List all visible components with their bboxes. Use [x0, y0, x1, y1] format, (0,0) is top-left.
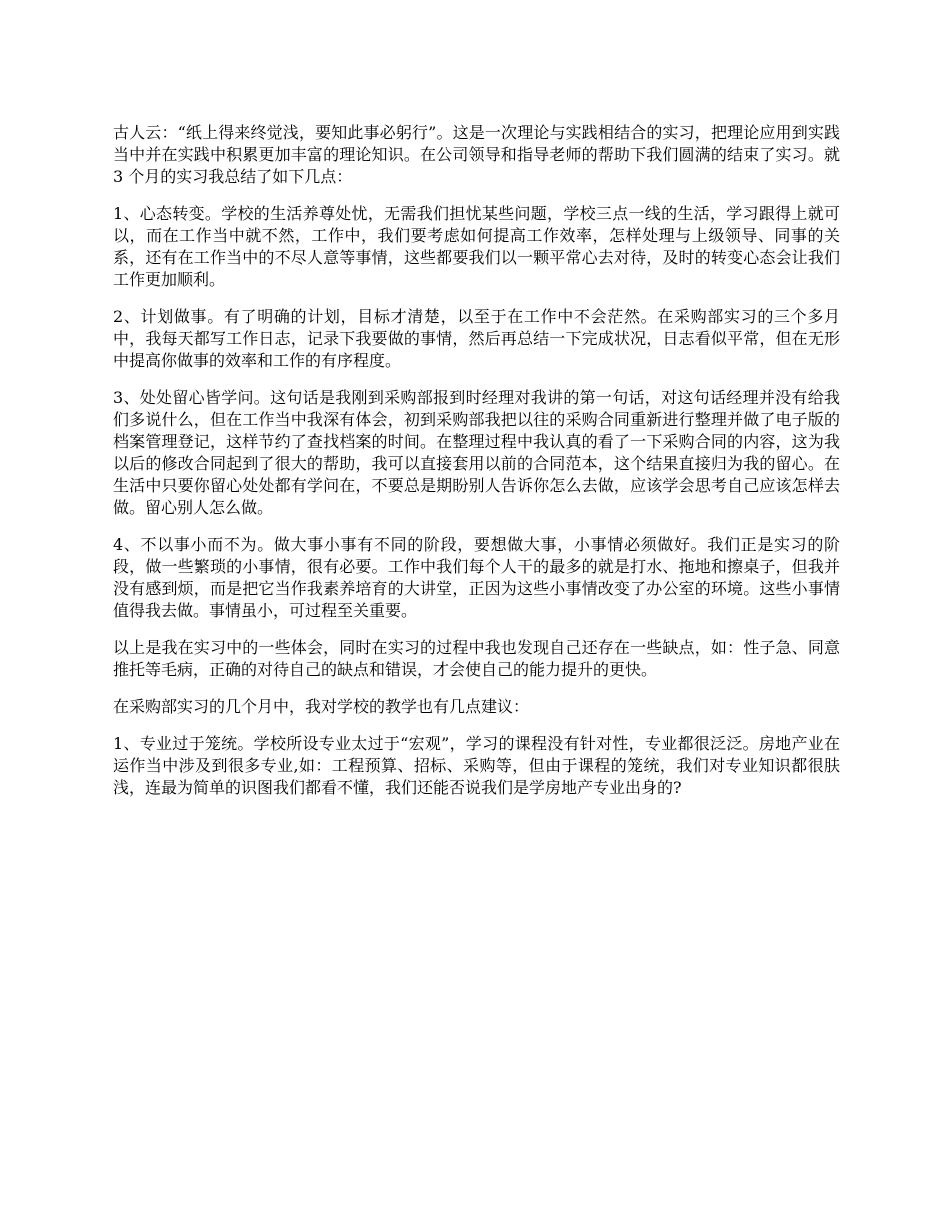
point-mindset-paragraph: 1、心态转变。学校的生活养尊处忧，无需我们担忧某些问题，学校三点一线的生活，学习跟得上就可以，而在工作当中就不然，工作中，我们要考虑如何提高工作效率，怎样处理与上级领导、同事的关系，还有在工作当中的不尽人意等事情，这些都要我们以一颗平常心去对待，及时的转变心态会让我们工作更加顺利。 [113, 204, 840, 289]
reflection-paragraph: 以上是我在实习中的一些体会，同时在实习的过程中我也发现自己还存在一些缺点，如：性子急、同意推托等毛病，正确的对待自己的缺点和错误，才会使自己的能力提升的更快。 [113, 638, 840, 679]
point-attentiveness-paragraph: 3、处处留心皆学问。这句话是我刚到采购部报到时经理对我讲的第一句话，对这句话经理并没有给我们多说什么，但在工作当中我深有体会，初到采购部我把以往的采购合同重新进行整理并做了电子版的档案管理登记，这样节约了查找档案的时间。在整理过程中我认真的看了一下采购合同的内容，这为我以后的修改合同起到了很大的帮助，我可以直接套用以前的合同范本，这个结果直接归为我的留心。在生活中只要你留心处处都有学问在，不要总是期盼别人告诉你怎么去做，应该学会思考自己应该怎样去做。留心别人怎么做。 [113, 388, 840, 517]
suggestions-intro-paragraph: 在采购部实习的几个月中，我对学校的教学也有几点建议： [113, 697, 530, 716]
point-small-things-paragraph: 4、不以事小而不为。做大事小事有不同的阶段，要想做大事，小事情必须做好。我们正是实习的阶段，做一些繁琐的小事情，很有必要。工作中我们每个人干的最多的就是打水、拖地和擦桌子，但我并没有感到烦，而是把它当作我素养培育的大讲堂，正因为这些小事情改变了办公室的环境。这些小事情值得我去做。事情虽小，可过程至关重要。 [113, 535, 840, 620]
point-planning-paragraph: 2、计划做事。有了明确的计划，目标才清楚，以至于在工作中不会茫然。在采购部实习的三个多月中，我每天都写工作日志，记录下我要做的事情，然后再总结一下完成状况，日志看似平常，但在无形中提高你做事的效率和工作的有序程度。 [113, 307, 840, 370]
document-body [113, 122, 840, 814]
suggestion-curriculum-paragraph: 1、专业过于笼统。学校所设专业太过于“宏观”，学习的课程没有针对性，专业都很泛泛。房地产业在运作当中涉及到很多专业,如：工程预算、招标、采购等，但由于课程的笼统，我们对专业知识都很肤浅，连最为简单的识图我们都看不懂，我们还能否说我们是学房地产专业出身的? [113, 734, 840, 797]
intro-paragraph: 古人云：“纸上得来终觉浅，要知此事必躬行”。这是一次理论与实践相结合的实习，把理论应用到实践当中并在实践中积累更加丰富的理论知识。在公司领导和指导老师的帮助下我们圆满的结束了实习。就 3 个月的实习我总结了如下几点： [113, 123, 840, 186]
